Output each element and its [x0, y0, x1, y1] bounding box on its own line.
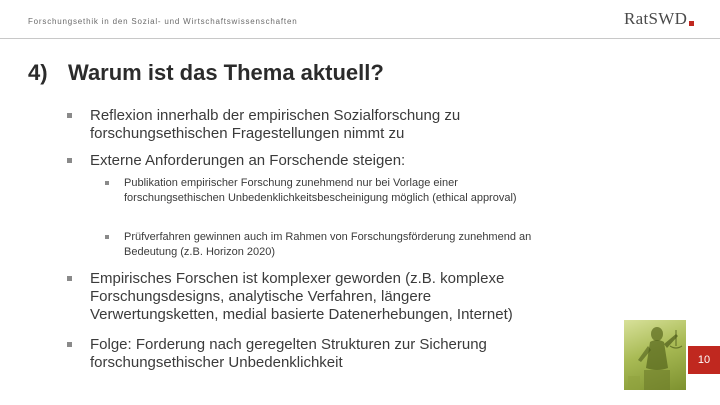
square-bullet-icon [105, 235, 109, 239]
square-bullet-icon [105, 181, 109, 185]
square-bullet-icon [67, 113, 72, 118]
header-divider [0, 38, 720, 39]
bullet-text: Empirisches Forschen ist komplexer geworden (z.B. komplexe Forschungsdesigns, analytische Verfahren, längere Verwertungsketten, medial basierte Datenerhebungen, Internet) [90, 270, 513, 323]
presentation-title: Forschungsethik in den Sozial- und Wirtschaftswissenschaften [28, 17, 298, 26]
bullet-text: Folge: Forderung nach geregelten Strukturen zur Sicherung forschungsethischer Unbedenklichkeit [90, 336, 487, 371]
page-number-badge [688, 346, 720, 374]
bullet-item [90, 152, 550, 170]
justitia-statue-image [624, 320, 686, 390]
sub-bullet-item [124, 176, 544, 206]
square-bullet-icon [67, 276, 72, 281]
sub-bullet-text: Prüfverfahren gewinnen auch im Rahmen von Forschungsförderung zunehmend an Bedeutung (z.B. Horizon 2020) [124, 231, 532, 258]
ratswd-logo [624, 9, 694, 29]
slide-heading [28, 60, 384, 86]
square-bullet-icon [67, 342, 72, 347]
bullet-text: Externe Anforderungen an Forschende steigen: [90, 152, 406, 169]
logo-text: RatSWD [624, 9, 688, 28]
bullet-item [90, 336, 550, 372]
slide-section-number: 4) [28, 60, 48, 85]
slide-title: Warum ist das Thema aktuell? [68, 60, 384, 85]
bullet-item [90, 270, 550, 324]
square-bullet-icon [67, 158, 72, 163]
bullet-item [90, 107, 550, 143]
page-number: 10 [697, 354, 711, 366]
sub-bullet-item [124, 230, 544, 260]
sub-bullet-text: Publikation empirischer Forschung zunehmend nur bei Vorlage einer forschungsethischen Unbedenklichkeitsbescheinigung möglich (ethical approval) [124, 177, 517, 204]
bullet-text: Reflexion innerhalb der empirischen Sozialforschung zu forschungsethischen Fragestellungen nimmt zu [90, 107, 461, 142]
logo-dot [689, 21, 694, 26]
